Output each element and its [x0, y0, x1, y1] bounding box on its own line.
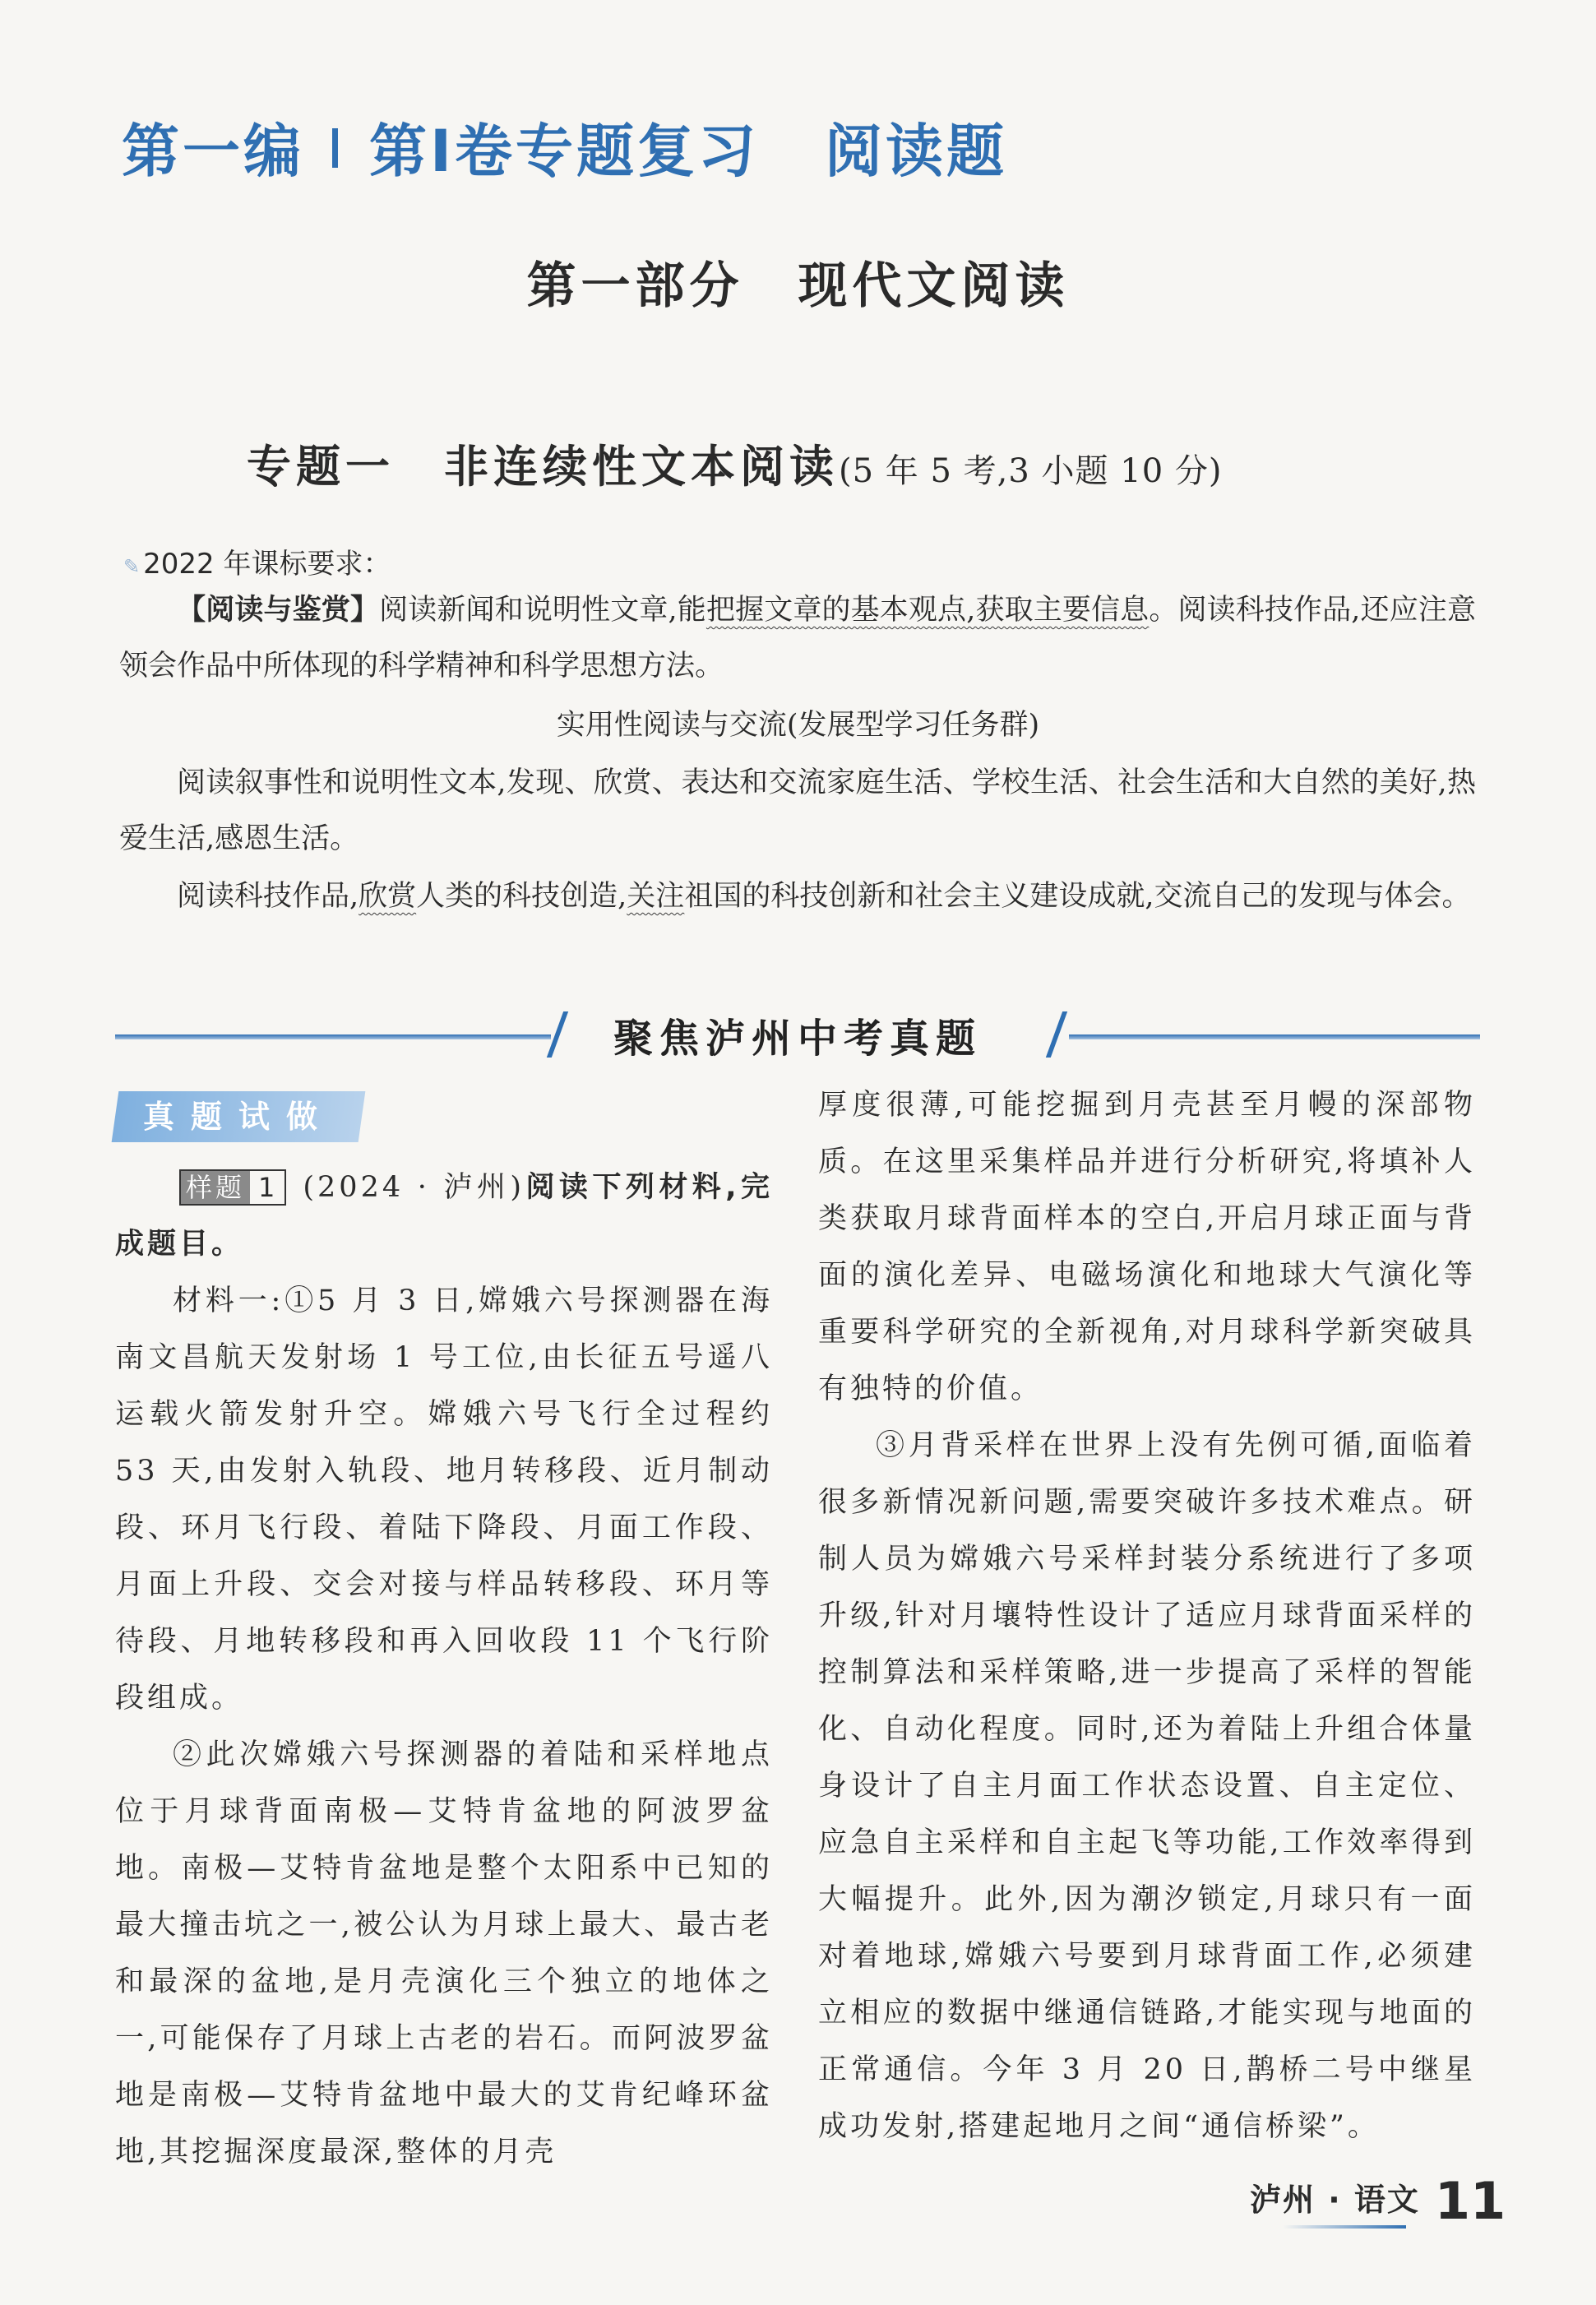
key-phrase: 把握文章的基本观点,获取主要信息: [705, 594, 1150, 627]
page-number: 11: [1434, 2171, 1506, 2231]
material-1-paragraph-2: ②此次嫦娥六号探测器的着陆和采样地点位于月球背面南极—艾特肯盆地的阿波罗盆地。南极—艾特肯盆地是整个太阳系中已知的最大撞击坑之一,被公认为月球上最大、最古老和最深的盆地,是月壳演化三个独立的地体之一,可能保存了月球上古老的岩石。而阿波罗盆地是南极—艾特肯盆地中最大的艾肯纪峰环盆地,其挖掘深度最深,整体的月壳: [115, 1738, 773, 2168]
topic-exam-info: (5 年 5 考,3 小题 10 分): [839, 452, 1223, 490]
header-topic: 阅读题: [825, 118, 1008, 185]
requirements-paragraph-2: 阅读叙事性和说明性文本,发现、欣赏、表达和交流家庭生活、学校生活、社会生活和大自然的美好,热爱生活,感恩生活。: [119, 766, 1476, 855]
topic-name: 专题一 非连续性文本阅读: [247, 441, 839, 493]
focus-section-bar: [115, 995, 1480, 1077]
requirements-heading: ✎ 2022 年课标要求：: [123, 548, 391, 581]
sample-question-tag: 样题 1: [179, 1169, 286, 1206]
divider-line-right: [1069, 1034, 1480, 1039]
part-title: 第一部分 现代文阅读: [526, 257, 1070, 315]
right-column: [818, 1077, 1476, 2155]
material-1-paragraph-3: ③月背采样在世界上没有先例可循,面临着很多新情况新问题,需要突破许多技术难点。研制人员为嫦娥六号采样封装分系统进行了多项升级,针对月壤特性设计了适应月球背面采样的控制算法和采样策略,进一步提高了采样的智能化、自动化程度。同时,还为着陆上升组合体量身设计了自主月面工作状态设置、自主定位、应急自主采样和自主起飞等功能,工作效率得到大幅提升。此外,因为潮汐锁定,月球只有一面对着地球,嫦娥六号要到月球背面工作,必须建立相应的数据中继通信链路,才能实现与地面的正常通信。今年 3 月 20 日,鹊桥二号中继星成功发射,搭建起地月之间“通信桥梁”。: [818, 1429, 1476, 2143]
footer-label: 泸州 · 语文: [1250, 2182, 1420, 2218]
focus-section-title: 聚焦泸州中考真题: [613, 1016, 982, 1062]
left-column: [115, 1159, 773, 2181]
footer-underline: [1283, 2225, 1406, 2229]
topic-title: [247, 432, 1222, 495]
header-separator: [332, 128, 338, 168]
material-1-paragraph-2-continued: 厚度很薄,可能挖掘到月壳甚至月幔的深部物质。在这里采集样品并进行分析研究,将填补人类获取月球背面样本的空白,开启月球正面与背面的演化差异、电磁场演化和地球大气演化等重要科学研究的全新视角,对月球科学新突破具有独特的价值。: [818, 1089, 1476, 1405]
bullet-icon: ✎: [123, 555, 141, 578]
question-prompt: 阅读下列材料,完成题目。: [115, 1171, 774, 1261]
question-source: (2024 · 泸州): [303, 1171, 525, 1204]
requirements-paragraph-3: 阅读科技作品,欣赏人类的科技创造,关注祖国的科技创新和社会主义建设成就,交流自己的发现与体会。: [177, 880, 1471, 913]
practice-badge: 真题试做: [112, 1091, 366, 1142]
task-group-title: 实用性阅读与交流(发展型学习任务群): [556, 709, 1040, 742]
header-volume: 第一编: [122, 118, 304, 185]
reading-appreciation-tag: 【阅读与鉴赏】: [177, 594, 380, 627]
material-1-paragraph-1: 材料一:①5 月 3 日,嫦娥六号探测器在海南文昌航天发射场 1 号工位,由长征五号遥八运载火箭发射升空。嫦娥六号飞行全过程约 53 天,由发射入轨段、地月转移段、近月制动段、环月飞行段、着陆下降段、月面工作段、月面上升段、交会对接与样品转移段、环月等待段、月地转移段和再入回收段 11 个飞行阶段组成。: [115, 1284, 773, 1715]
page-footer: [1250, 2171, 1506, 2231]
requirements-paragraph-1: 【阅读与鉴赏】阅读新闻和说明性文章,能把握文章的基本观点,获取主要信息。阅读科技作品,还应注意领会作品中所体现的科学精神和科学思想方法。: [119, 594, 1476, 683]
header-section: 第Ⅰ卷专题复习: [369, 118, 760, 185]
question-intro: [115, 1159, 773, 1273]
chapter-header: [122, 105, 1007, 187]
